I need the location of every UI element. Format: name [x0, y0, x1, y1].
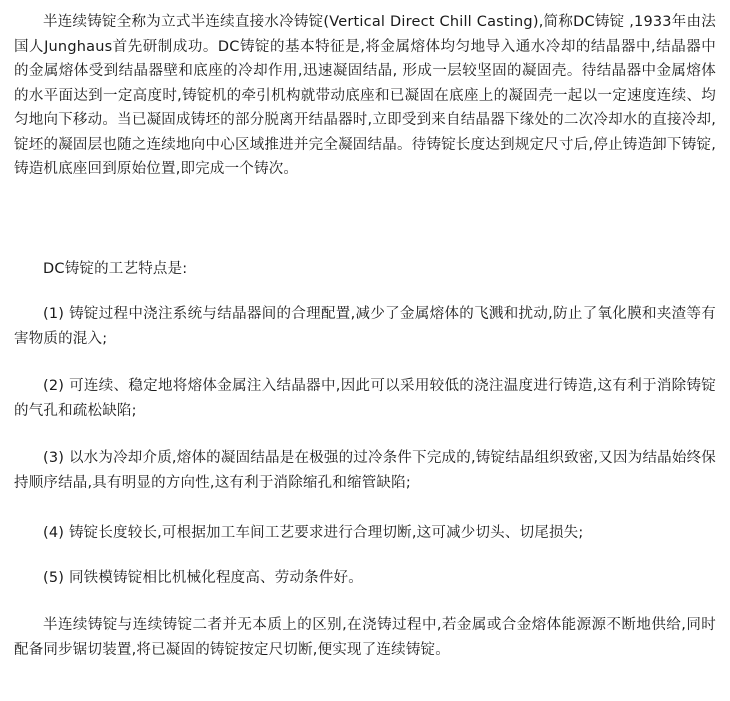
features-heading: DC铸锭的工艺特点是: [43, 261, 188, 277]
feature-item-3: (3) 以水为冷却介质,熔体的凝固结晶是在极强的过冷条件下完成的,铸锭结晶组织致密,又因为结晶始终保持顺序结晶,具有明显的方向性,这有利于消除缩孔和缩管缺陷; [14, 450, 716, 491]
feature-item-1: (1) 铸锭过程中浇注系统与结晶器间的合理配置,减少了金属熔体的飞溅和扰动,防止了氧化膜和夹渣等有害物质的混入; [14, 306, 716, 347]
intro-paragraph: 半连续铸锭全称为立式半连续直接水冷铸锭(Vertical Direct Chill Casting),简称DC铸锭 ,1933年由法国人Junghaus首先研制成功。DC铸锭的基本特征是,将金属熔体均匀地导入通水冷却的结晶器中,结晶器中的金属熔体受到结晶器壁和底座的冷却作用,迅速凝固结晶, 形成一层较坚固的凝固壳。待结晶器中金属熔体的水平面达到一定高度时,铸锭机的牵引机构就带动底座和已凝固在底座上的凝固壳一起以一定速度连续、均匀地向下移动。当已凝固成铸坯的部分脱离开结晶器时,立即受到来自结晶器下缘处的二次冷却水的直接冷却,锭坯的凝固层也随之连续地向中心区域推进并完全凝固结晶。待铸锭长度达到规定尺寸后,停止铸造卸下铸锭,铸造机底座回到原始位置,即完成一个铸次。 [14, 14, 716, 177]
feature-item-4: (4) 铸锭长度较长,可根据加工车间工艺要求进行合理切断,这可减少切头、切尾损失; [43, 525, 584, 541]
feature-item-5: (5) 同铁模铸锭相比机械化程度高、劳动条件好。 [43, 570, 363, 586]
feature-item-2: (2) 可连续、稳定地将熔体金属注入结晶器中,因此可以采用较低的浇注温度进行铸造,这有利于消除铸锭的气孔和疏松缺陷; [14, 378, 716, 419]
conclusion-paragraph: 半连续铸锭与连续铸锭二者并无本质上的区别,在浇铸过程中,若金属或合金熔体能源源不断地供给,同时配备同步锯切装置,将已凝固的铸锭按定尺切断,便实现了连续铸锭。 [14, 617, 716, 658]
